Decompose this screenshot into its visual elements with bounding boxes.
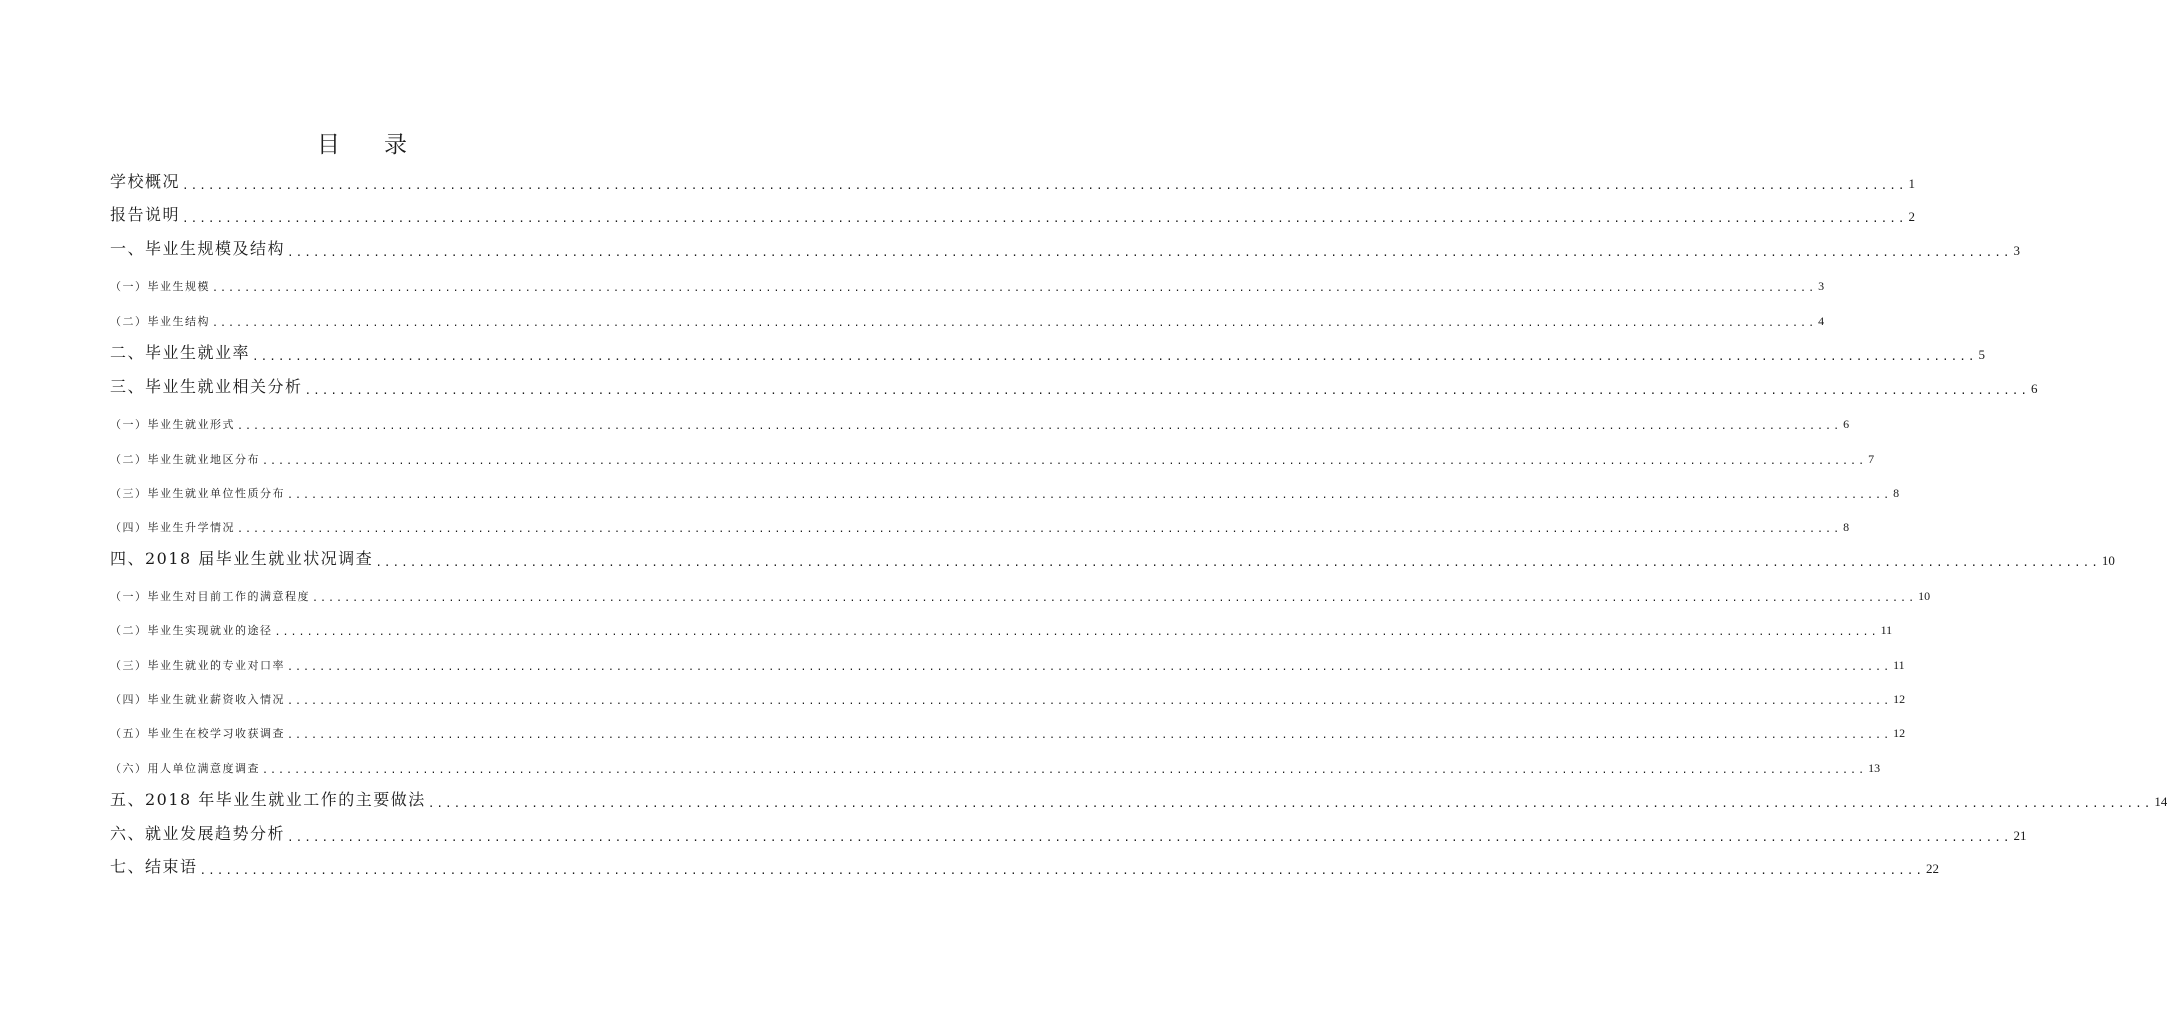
toc-entry-page: 13 [1868,761,1881,775]
toc-entry-page: 11 [1893,658,1905,672]
toc-leader-dots: ........................................................................................................................................................................................................ [274,627,1879,638]
toc-leader-dots: ........................................................................................................................................................................................................ [287,662,1892,673]
toc-title-char-1: 目 [317,132,340,158]
toc-entry-page: 6 [2031,381,2038,396]
toc-entry[interactable] [110,367,2038,397]
toc-leader-dots: ........................................................................................................................................................................................................ [262,456,1867,467]
toc-leader-dots: ........................................................................................................................................................................................................ [427,797,2153,810]
toc-entry-page: 2 [1908,209,1916,224]
toc-leader-dots: ........................................................................................................................................................................................................ [237,421,1842,432]
toc-entry-page: 3 [2013,243,2021,258]
toc-entry[interactable] [110,847,1940,877]
toc-entry-label: 报告说明 [110,205,181,224]
toc-entry-page: 10 [1918,589,1931,603]
toc-leader-dots: ........................................................................................................................................................................................................ [287,490,1892,501]
toc-leader-dots: ........................................................................................................................................................................................................ [212,283,1817,294]
toc-leader-dots: ........................................................................................................................................................................................................ [182,212,1907,225]
toc-entry[interactable] [110,746,1881,776]
toc-entry-page: 8 [1843,520,1850,534]
toc-entry-page: 14 [2154,794,2167,809]
toc-entry[interactable] [110,780,2167,810]
toc-entry-page: 22 [1926,861,1940,876]
toc-entry-label: （二）毕业生就业地区分布 [110,453,260,466]
toc-entry-label: 一、毕业生规模及结构 [110,239,286,258]
toc-leader-dots: ........................................................................................................................................................................................................ [199,864,1925,877]
toc-entry[interactable] [110,539,2115,569]
toc-entry-label: （四）毕业生升学情况 [110,521,235,534]
toc-leader-dots: ........................................................................................................................................................................................................ [252,350,1977,363]
toc-leader-dots: ........................................................................................................................................................................................................ [287,730,1892,741]
toc-entry-page: 3 [1818,279,1825,293]
toc-leader-dots: ........................................................................................................................................................................................................ [262,765,1867,776]
toc-entry-page: 4 [1818,314,1825,328]
toc-entry-label: 六、就业发展趋势分析 [110,824,286,843]
toc-entry[interactable] [110,643,1905,673]
toc-entry-label: （二）毕业生实现就业的途径 [110,624,273,637]
toc-entry-page: 7 [1868,452,1875,466]
toc-entry-page: 21 [2013,828,2027,843]
toc-entry-label: （三）毕业生就业的专业对口率 [110,659,285,672]
toc-leader-dots: ........................................................................................................................................................................................................ [182,179,1907,192]
toc-entry[interactable] [110,195,1916,225]
toc-leader-dots: ........................................................................................................................................................................................................ [212,318,1817,329]
toc-entry[interactable] [110,608,1893,638]
toc-entry-page: 12 [1893,692,1906,706]
toc-entry[interactable] [110,402,1850,432]
toc-entry-label: （四）毕业生就业薪资收入情况 [110,693,285,706]
toc-entry[interactable] [110,299,1825,329]
toc-entry-label: （一）毕业生对目前工作的满意程度 [110,590,310,603]
toc-entry-label: 学校概况 [110,172,181,191]
toc-entry[interactable] [110,333,1986,363]
toc-entry[interactable] [110,814,2027,844]
toc-entry[interactable] [110,229,2021,259]
toc-title-char-2: 录 [384,132,407,158]
toc-entry[interactable] [110,471,1900,501]
toc-entry-label: 二、毕业生就业率 [110,343,251,362]
toc-entry-page: 8 [1893,486,1900,500]
toc-leader-dots: ........................................................................................................................................................................................................ [375,556,2100,569]
toc-entry-page: 6 [1843,417,1850,431]
toc-entry-page: 10 [2101,553,2115,568]
toc-entry[interactable] [110,711,1906,741]
toc-entry[interactable] [110,574,1931,604]
toc-entry-label: 四、2018 届毕业生就业状况调查 [110,549,374,568]
toc-entry-label: （二）毕业生结构 [110,315,210,328]
toc-leader-dots: ........................................................................................................................................................................................................ [287,831,2012,844]
toc-entry-label: 七、结束语 [110,857,198,876]
toc-leader-dots: ........................................................................................................................................................................................................ [287,696,1892,707]
toc-entry-page: 5 [1978,347,1986,362]
toc-entry-page: 1 [1908,176,1916,191]
toc-entry-label: 三、毕业生就业相关分析 [110,377,303,396]
toc-entry-page: 11 [1880,623,1893,637]
toc-entry[interactable] [110,437,1875,467]
toc-leader-dots: ........................................................................................................................................................................................................ [304,384,2030,397]
toc-entry-page: 12 [1893,726,1906,740]
toc-entry[interactable] [110,264,1825,294]
toc-entry-label: （一）毕业生就业形式 [110,418,235,431]
toc-entry-label: （三）毕业生就业单位性质分布 [110,487,285,500]
toc-entry[interactable] [110,162,1916,192]
toc-leader-dots: ........................................................................................................................................................................................................ [237,524,1842,535]
toc-leader-dots: ........................................................................................................................................................................................................ [312,593,1917,604]
toc-entry-label: （五）毕业生在校学习收获调查 [110,727,285,740]
toc-entry[interactable] [110,677,1906,707]
toc-leader-dots: ........................................................................................................................................................................................................ [287,246,2012,259]
toc-title [0,126,724,159]
toc-entry-label: （一）毕业生规模 [110,280,210,293]
toc-entry-label: （六）用人单位满意度调查 [110,762,260,775]
toc-entry-label: 五、2018 年毕业生就业工作的主要做法 [110,790,426,809]
toc-entry[interactable] [110,505,1850,535]
